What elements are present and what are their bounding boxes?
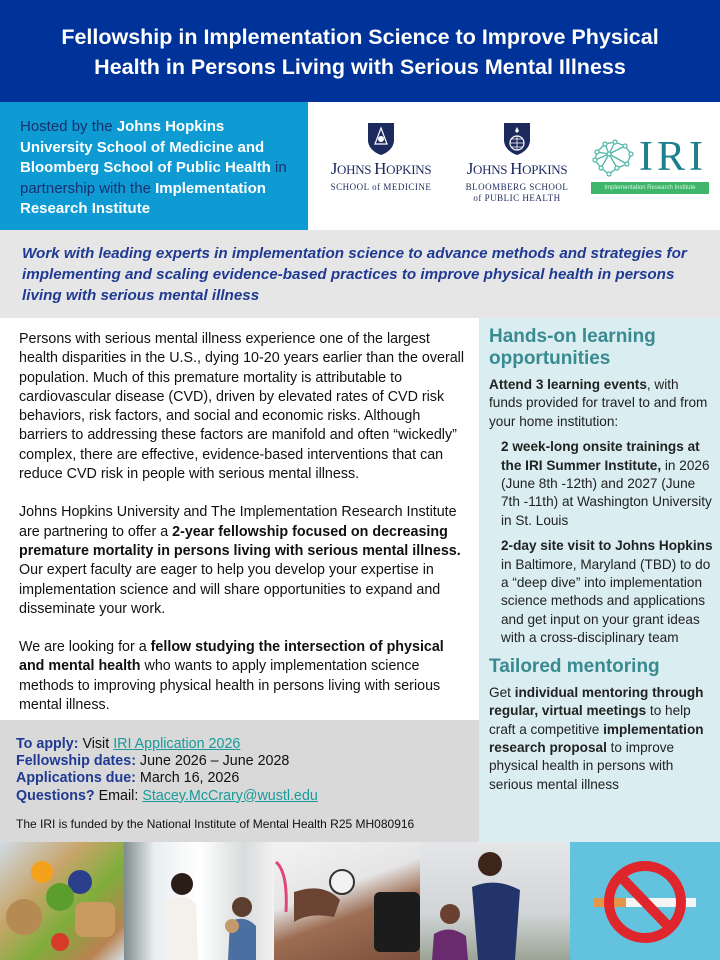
- host-partner: Implementation Research Institute: [20, 179, 266, 217]
- apply-panel: [0, 720, 479, 842]
- healthy-food-photo: [0, 842, 124, 960]
- opportunities-sidebar: [479, 318, 720, 842]
- iri-letters: IRI: [639, 134, 707, 180]
- learning-events-intro: Attend 3 learning events, with funds provided for travel to and from your home institution:: [489, 377, 708, 429]
- host-panel: [0, 102, 308, 230]
- due-row: Applications due: March 16, 2026: [16, 770, 240, 787]
- heading-mentoring: Tailored mentoring: [489, 655, 660, 677]
- jhsph-logo: [454, 122, 580, 204]
- host-text: Hosted by the: [20, 118, 117, 135]
- site-visit-item: 2-day site visit to Johns Hopkins in Baltimore, Maryland (TBD) to do a “deep dive” into implementation science methods and applications and get input on your grant ideas with a cross-disciplinary team: [501, 538, 713, 646]
- paragraph-disparities: Persons with serious mental illness experience one of the largest health disparities in the U.S., dying 10-20 years earlier than the overall population. Much of this premature mortality is attributable to cardiovascular disease (CVD), driven by elevated rates of CVD risk behaviors, risk factors, and social and economic risks. Although barriers to addressing these factors are manifold and often “wickedly” complex, there are effective, evidence-based interventions that can reduce CVD risk in people with serious mental illness.: [19, 331, 465, 483]
- questions-row: Questions? Email: Stacey.McCrary@wustl.edu: [16, 787, 318, 804]
- paragraph-fellow-profile: We are looking for a fellow studying the intersection of physical and mental health who wants to apply implementation science methods to improving physical health in persons living with serious mental illness.: [19, 639, 444, 714]
- application-link[interactable]: IRI Application 2026: [113, 736, 241, 752]
- jhsph-shield-icon: [503, 122, 531, 156]
- tagline-text: Work with leading experts in implementation science to advance methods and strategies for implementing and scaling evidence-based practices to improve physical health in persons living with serious mental illness: [22, 245, 687, 304]
- main-description: [0, 318, 479, 720]
- apply-row: To apply: Visit IRI Application 2026: [16, 736, 241, 752]
- food-icon: [0, 842, 124, 960]
- jogging-photo: [420, 842, 570, 960]
- jhsph-subtitle: BLOOMBERG SCHOOL of PUBLIC HEALTH: [465, 182, 569, 203]
- blood-pressure-icon: [274, 842, 420, 960]
- jhsom-subtitle: SCHOOL of MEDICINE: [330, 182, 432, 192]
- joggers-icon: [420, 842, 570, 960]
- blood-pressure-photo: [274, 842, 420, 960]
- summer-institute-item: 2 week-long onsite trainings at the IRI Summer Institute, in 2026 (June 8th -12th) and 2027 (June 7th -11th) at Washington University in St. Louis: [501, 439, 712, 528]
- heading-hands-on: Hands-on learning opportunities: [489, 326, 656, 369]
- paragraph-fellowship: Johns Hopkins University and The Implementation Research Institute are partnering to offer a 2-year fellowship focused on decreasing premature mortality in persons living with serious mental illness. Our expert faculty are eager to help you develop your expertise in implementation science and will share opportunities to expand and disseminate your work.: [19, 504, 461, 617]
- host-institutions: Johns Hopkins University School of Medicine and Bloomberg School of Public Health: [20, 118, 271, 176]
- iri-band: Implementation Research Institute: [591, 182, 709, 194]
- jhsph-name: JOHNS HOPKINS: [466, 159, 568, 178]
- brain-network-icon: [591, 138, 635, 178]
- email-link[interactable]: Stacey.McCrary@wustl.edu: [142, 787, 318, 804]
- header-banner: [0, 0, 720, 102]
- title-line-2: Health in Persons Living with Serious Mental Illness: [94, 55, 626, 79]
- doctor-patient-photo: [124, 842, 274, 960]
- dates-row: Fellowship dates: June 2026 – June 2028: [16, 753, 290, 770]
- mentoring-text: Get individual mentoring through regular, virtual meetings to help craft a competitive implementation research proposal to improve physical health in persons with serious mental illness: [489, 684, 704, 792]
- no-smoking-icon: [570, 842, 720, 960]
- jhsom-name: JOHNS HOPKINS: [330, 159, 432, 178]
- tagline-panel: [0, 230, 720, 318]
- jhsom-shield-icon: [367, 122, 395, 156]
- host-partnership-text: in partnership with the: [20, 159, 287, 197]
- title-line-1: Fellowship in Implementation Science to Improve Physical: [61, 25, 659, 49]
- jhsom-logo: [316, 122, 446, 193]
- logos-panel: [308, 102, 720, 230]
- doctor-patient-icon: [124, 842, 274, 960]
- page-title: [61, 20, 658, 82]
- photo-strip: [0, 842, 720, 960]
- funding-note: The IRI is funded by the National Institute of Mental Health R25 MH080916: [16, 816, 415, 831]
- iri-logo: [591, 132, 711, 196]
- no-smoking-photo: [570, 842, 720, 960]
